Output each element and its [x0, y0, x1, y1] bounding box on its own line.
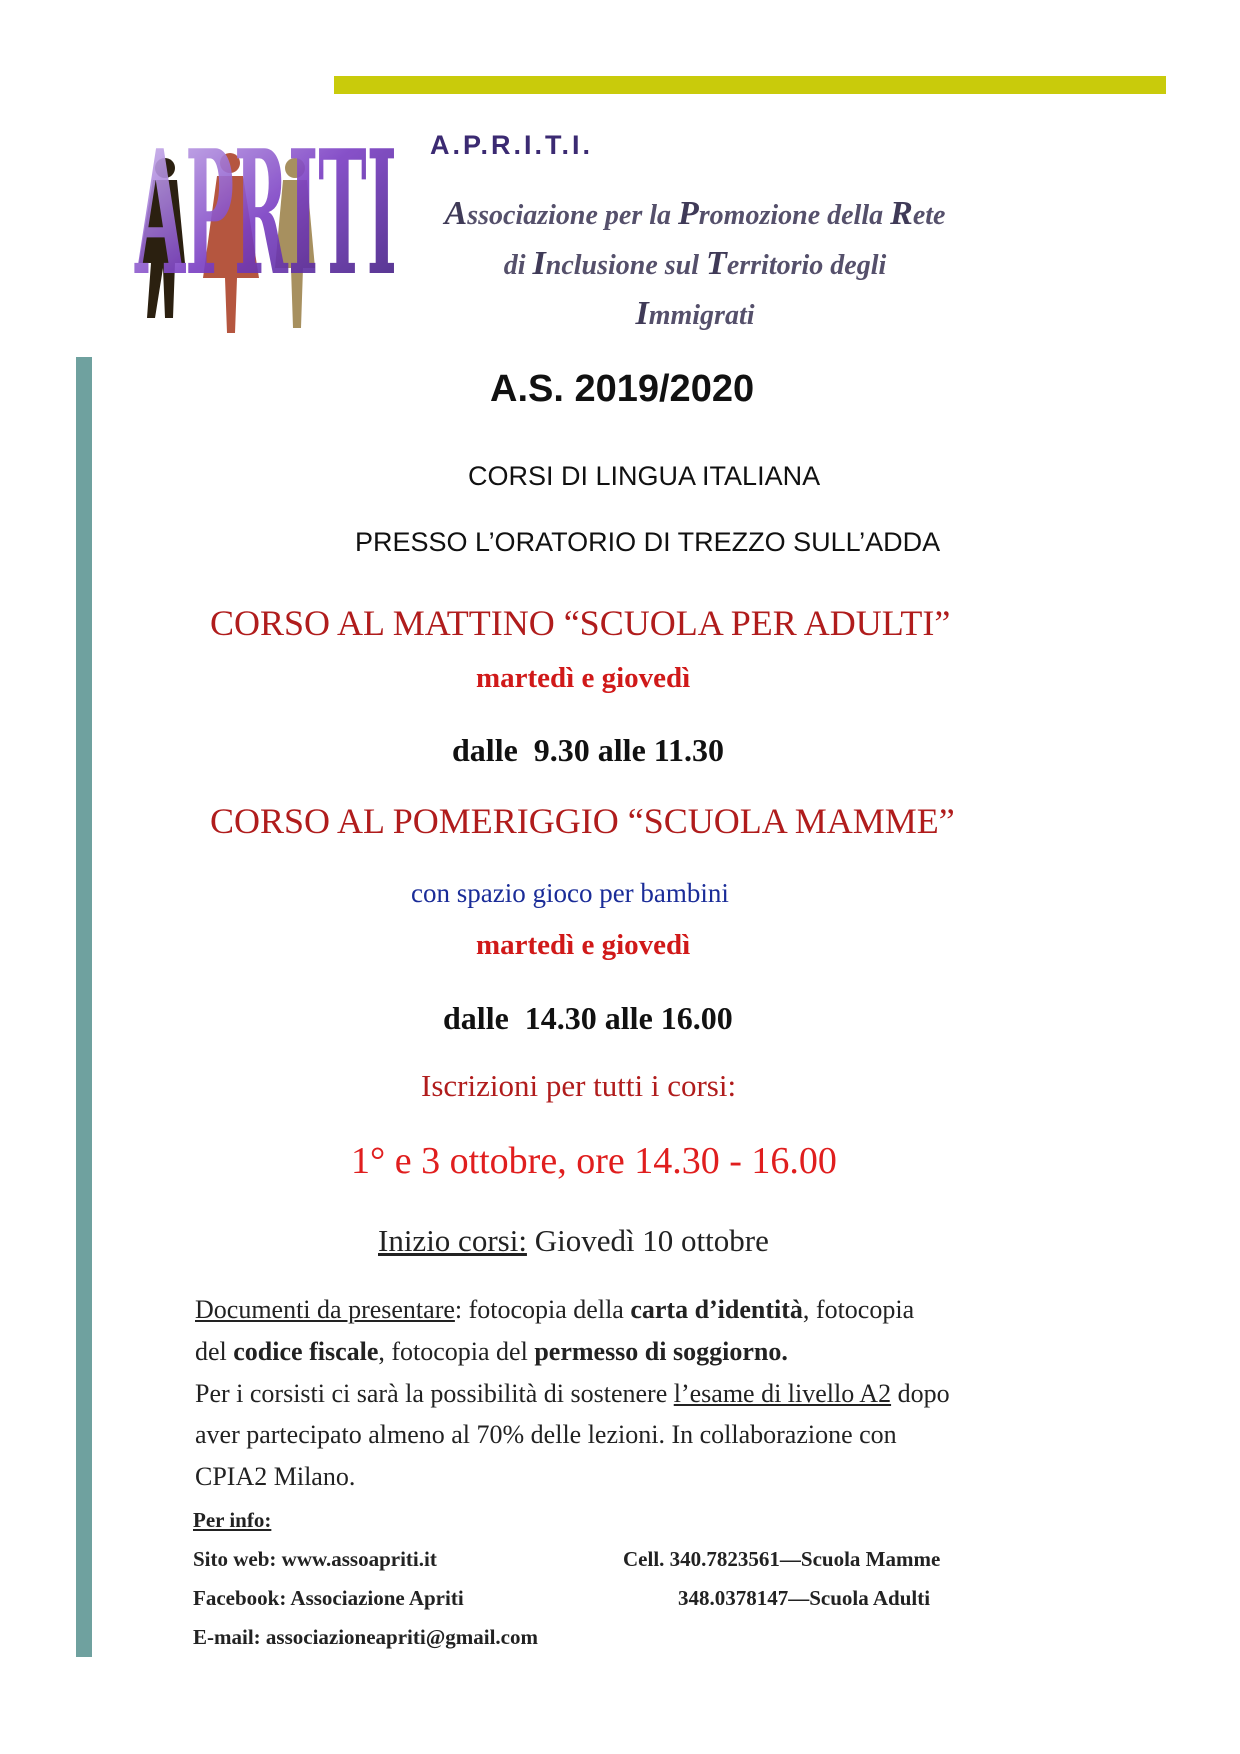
courses-location: PRESSO L’ORATORIO DI TREZZO SULL’ADDA: [355, 527, 941, 557]
info-phone-mamme: Cell. 340.7823561—Scuola Mamme: [623, 1547, 941, 1571]
svg-text:APRITI: APRITI: [134, 113, 397, 314]
documents-line-1: Documenti da presentare: fotocopia della carta d’identità, fotocopia: [195, 1295, 915, 1324]
top-accent-bar: [334, 76, 1166, 94]
org-name-line-1: Associazione per la Promozione della Rete: [444, 195, 946, 232]
morning-course-hours: dalle 9.30 alle 11.30: [452, 732, 724, 768]
morning-course-title: CORSO AL MATTINO “SCUOLA PER ADULTI”: [210, 603, 951, 643]
info-website: Sito web: www.assoapriti.it: [193, 1547, 437, 1571]
documents-line-3: Per i corsisti ci sarà la possibilità di sostenere l’esame di livello A2 dopo: [195, 1379, 950, 1408]
afternoon-course-note: con spazio gioco per bambini: [411, 878, 729, 908]
afternoon-course-hours: dalle 14.30 alle 16.00: [443, 1000, 733, 1036]
enrollment-label: Iscrizioni per tutti i corsi:: [421, 1068, 737, 1103]
info-phone-adulti: 348.0378147—Scuola Adulti: [678, 1586, 931, 1610]
afternoon-course-days: martedì e giovedì: [476, 929, 691, 961]
school-year: A.S. 2019/2020: [490, 368, 755, 410]
afternoon-course-title: CORSO AL POMERIGGIO “SCUOLA MAMME”: [210, 801, 955, 841]
logo-lettering: [134, 113, 397, 314]
info-email: E-mail: associazioneapriti@gmail.com: [193, 1625, 538, 1649]
org-full-name: [380, 190, 1010, 340]
info-facebook: Facebook: Associazione Apriti: [193, 1586, 464, 1610]
course-start: [378, 1223, 769, 1259]
course-start-label: Inizio corsi:: [378, 1223, 527, 1258]
info-heading: Per info:: [193, 1508, 272, 1532]
morning-course-days: martedì e giovedì: [476, 662, 691, 694]
apriti-logo: [125, 113, 397, 353]
documents-line-2: del codice fiscale, fotocopia del permesso di soggiorno.: [195, 1337, 788, 1366]
org-name-line-2: di Inclusione sul Territorio degli: [503, 245, 887, 282]
org-name-line-3: Immigrati: [635, 295, 755, 332]
course-start-date: Giovedì 10 ottobre: [526, 1223, 769, 1258]
documents-line-5: CPIA2 Milano.: [195, 1462, 356, 1491]
org-acronym: A.P.R.I.T.I.: [430, 130, 594, 160]
courses-heading: CORSI DI LINGUA ITALIANA: [468, 461, 821, 491]
enrollment-dates: 1° e 3 ottobre, ore 14.30 - 16.00: [351, 1140, 837, 1182]
documents-line-4: aver partecipato almeno al 70% delle lezioni. In collaborazione con: [195, 1420, 897, 1449]
